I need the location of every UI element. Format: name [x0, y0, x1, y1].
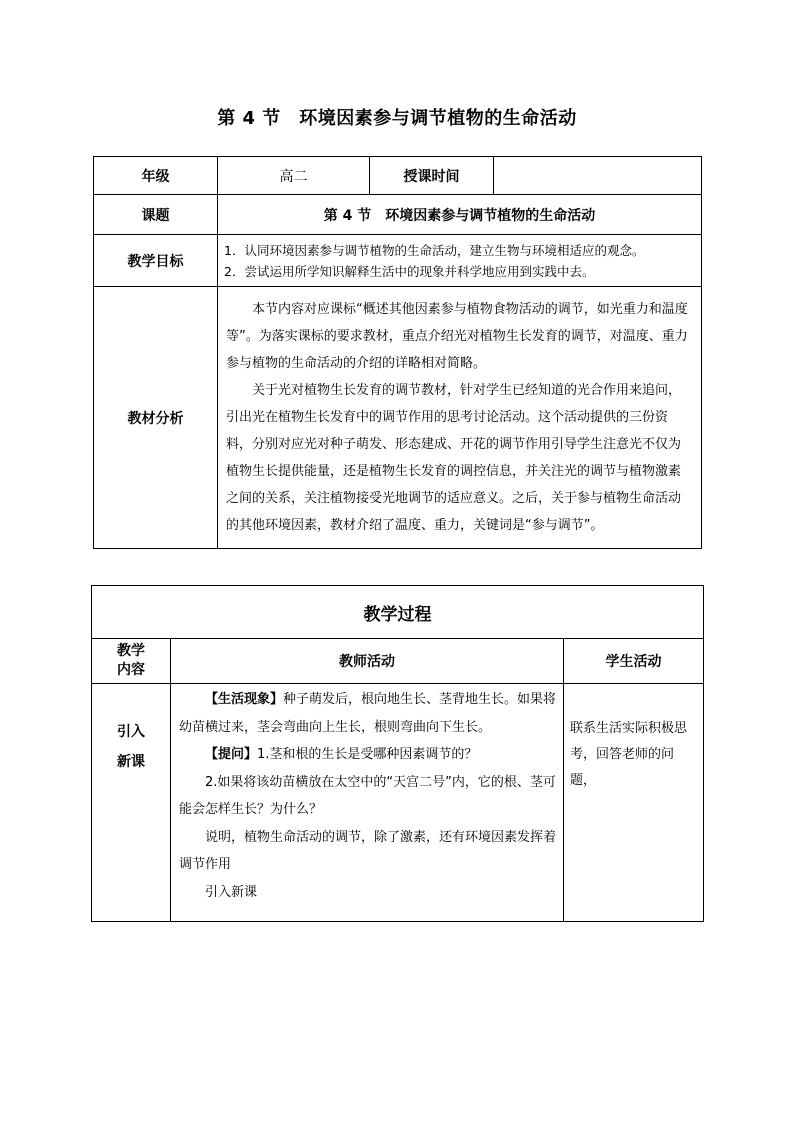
goal-item: 1．认同环境因素参与调节植物的生命活动，建立生物与环境相适应的观念。 [224, 242, 645, 258]
section-label [92, 684, 171, 922]
page-title: 第 4 节 环境因素参与调节植物的生命活动 [217, 108, 577, 129]
lead-in: 引入新课 [205, 884, 258, 900]
teaching-process-table [91, 585, 704, 922]
process-title: 教学过程 [92, 586, 704, 639]
col-header-content-line: 教学 [117, 643, 145, 659]
explanation: 说明，植物生命活动的调节，除了激素，还有环境因素发挥着调节作用 [179, 829, 557, 872]
phenomenon-text: 种子萌发后，根向地生长、茎背地生长。如果将幼苗横过来，茎会弯曲向上生长，根则弯曲向下生长。 [179, 692, 557, 735]
time-value [494, 157, 702, 195]
teacher-activity [171, 684, 564, 922]
col-header-content-line: 内容 [117, 662, 145, 678]
question-paragraph [179, 741, 557, 769]
col-header-student: 学生活动 [564, 639, 704, 684]
lesson-info-table [93, 156, 702, 549]
question-1: 1.茎和根的生长是受哪种因素调节的？ [257, 747, 478, 762]
goals-label: 教学目标 [94, 235, 218, 287]
phenomenon-tag: 【生活现象】 [205, 692, 284, 707]
topic-label: 课题 [94, 195, 218, 235]
question-tag: 【提问】 [205, 747, 258, 762]
table-row [92, 684, 704, 922]
grade-value: 高二 [218, 157, 370, 195]
col-header-teacher: 教师活动 [171, 639, 564, 684]
goals-cell [218, 235, 702, 287]
student-activity: 联系生活实际积极思考，回答老师的问题， [564, 684, 704, 922]
section-label-line: 新课 [117, 754, 145, 770]
section-label-line: 引入 [117, 724, 145, 740]
question-2: 2.如果将该幼苗横放在太空中的“天宫二号”内，它的根、茎可能会怎样生长？为什么？ [179, 774, 556, 817]
topic-value: 第 4 节 环境因素参与调节植物的生命活动 [218, 195, 702, 235]
col-header-content [92, 639, 171, 684]
time-label: 授课时间 [370, 157, 494, 195]
phenomenon-paragraph [179, 686, 557, 741]
analysis-paragraph: 关于光对植物生长发育的调节教材，针对学生已经知道的光合作用来追问，引出光在植物生长发育中的调节作用的思考讨论活动。这个活动提供的三份资料，分别对应光对种子萌发、形态建成、开花的调节作用引导学生注意光不仅为植物生长提供能量，还是植物生长发育的调控信息，并关注光的调节与植物激素之间的关系，关注植物接受光地调节的适应意义。之后，关于参与植物生命活动的其他环境因素，教材介绍了温度、重力，关键词是“参与调节”。 [226, 383, 682, 533]
goal-item: 2．尝试运用所学知识解释生活中的现象并科学地应用到实践中去。 [224, 263, 595, 279]
grade-label: 年级 [94, 157, 218, 195]
analysis-paragraph: 本节内容对应课标“概述其他因素参与植物食物活动的调节，如光重力和温度等”。为落实课标的要求教材，重点介绍光对植物生长发育的调节，对温度、重力参与植物的生命活动的介绍的详略相对简略。 [226, 302, 688, 371]
analysis-cell [218, 287, 702, 549]
analysis-label: 教材分析 [94, 287, 218, 549]
